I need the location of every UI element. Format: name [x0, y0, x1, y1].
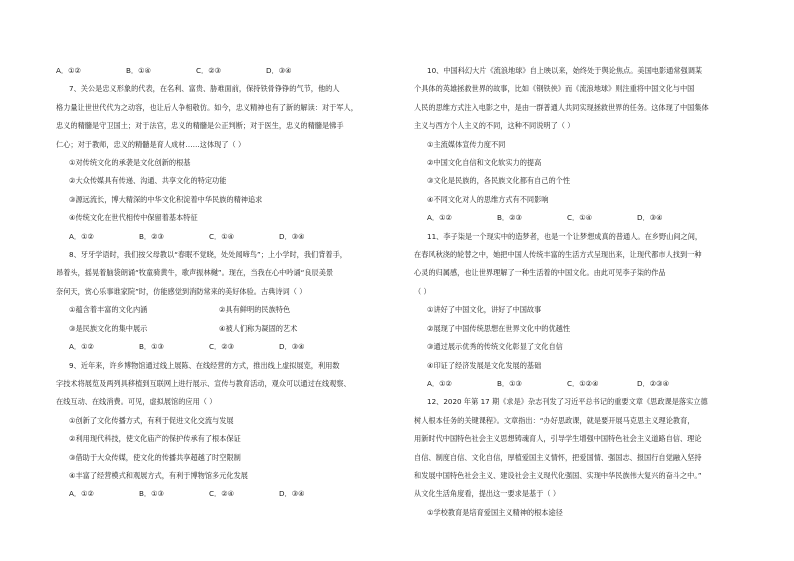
- q8-statement: ④被人们称为凝固的艺术: [219, 323, 298, 333]
- q7-stem-line: 忠义的精髓是守卫国土；对于法官，忠义的精髓是公正判断；对于医生，忠义的精髓是怫手: [56, 121, 344, 131]
- q12-stem-line: 树人根本任务的关键课程》。文章指出：“办好思政课，就是要开展马克思主义理论教育，: [414, 415, 695, 425]
- question-12: [414, 393, 760, 522]
- q8-stem-line: 昂着头，摇晃着脑袋朗诵“牧童骑黄牛，歌声振林樾”。现在，当我在心中吟诵“良辰美景: [56, 268, 334, 278]
- q7-options: [56, 228, 402, 246]
- q6-option-b[interactable]: B．①④: [126, 66, 152, 75]
- q9-stem-line: 在线互动、在线消费。可见，虚拟展馆的应用（ ）: [56, 397, 217, 407]
- q10-option-c[interactable]: C．①④: [567, 213, 593, 223]
- q7-stem-line: 7、关公是忠义形象的代表，在名利、富贵、胁难面前，保持铁骨铮铮的气节，他的人: [69, 84, 340, 94]
- q8-option-d[interactable]: D．③④: [279, 342, 305, 352]
- q7-option-d[interactable]: D．③④: [279, 231, 305, 241]
- q10-stem-line: 个具体的英雄拯救世界的故事，比如《钢铁侠》而《流浪地球》则注重将中国文化与中国: [414, 84, 695, 94]
- q8-statement: ①蕴含着丰富的文化内涵: [69, 305, 148, 315]
- q7-statement: ④传统文化在世代相传中保留着基本特征: [69, 213, 198, 223]
- q12-stem-line: 从文化生活角度看，提出这一要求是基于（ ）: [414, 489, 561, 499]
- q10-statement: ①主流媒体宣传力度不同: [427, 139, 506, 149]
- q12-statement: ①学校教育是培育爱国主义精神的根本途径: [427, 507, 563, 517]
- q8-stem-line: 8、牙牙学语时，我们按父母教以“春眠不觉晓，处处闻啼鸟”；上小学时，我们背着手，: [69, 250, 347, 260]
- q9-stem-line: 9、近年来，许乡博物馆通过线上展陈、在线经营的方式，推出线上虚拟展览，利用数: [69, 360, 340, 370]
- q10-option-a[interactable]: A．①②: [427, 213, 452, 223]
- q8-statement: ②具有鲜明的民族特色: [219, 305, 291, 315]
- q7-option-b[interactable]: B．②③: [139, 231, 165, 241]
- q11-stem-line: 心灵的归属感，也让世界理解了一种生活着的中国文化。由此可见李子柒的作品: [414, 268, 666, 278]
- q8-statements-row: [56, 301, 402, 319]
- q6-option-c[interactable]: C．②③: [196, 66, 222, 75]
- q12-stem-line: 自信、制度自信、文化自信，厚植爱国主义情怀，把爱国情、强国志、报国行自觉融入坚持: [414, 452, 702, 462]
- q10-stem-line: 10、中国科幻大片《流浪地球》自上映以来，始终处于舆论焦点。美国电影通常强调某: [427, 66, 703, 75]
- q8-option-c[interactable]: C．②③: [209, 342, 235, 352]
- q9-option-b[interactable]: B．①③: [139, 489, 165, 499]
- right-column: [414, 62, 760, 522]
- q12-stem-line: 和发展中国特色社会主义、建设社会主义现代化强国、实现中华民族伟大复兴的奋斗之中。”: [414, 470, 702, 480]
- q7-statement: ①对传统文化的承袭是文化创新的根基: [69, 158, 191, 168]
- q10-statement: ②中国文化自信和文化软实力的提高: [427, 158, 542, 168]
- q8-statement: ③是民族文化的集中展示: [69, 323, 148, 333]
- q11-statement: ①讲好了中国文化，讲好了中国故事: [427, 305, 542, 315]
- q10-statement: ④不同文化对人的思维方式有不同影响: [427, 194, 549, 204]
- q10-option-d[interactable]: D．③④: [637, 213, 663, 223]
- q7-stem-line: 仁心；对于教师，忠义的精髓是育人成材……这体现了（ ）: [56, 139, 246, 149]
- question-11: [414, 228, 760, 394]
- q10-options: [414, 209, 760, 227]
- q11-option-c[interactable]: C．①②④: [567, 378, 599, 388]
- left-column: [56, 62, 402, 504]
- q9-option-d[interactable]: D．③④: [279, 489, 305, 499]
- q8-stem-line: 奈何天，赏心乐事谁家院”时，仿能感觉到消防常来的美好体验。古典诗词（ ）: [56, 286, 307, 296]
- q11-options: [414, 375, 760, 393]
- q11-option-d[interactable]: D．②③④: [637, 378, 670, 388]
- q11-stem-line: 11、李子柒是一个现实中的造梦者，也是一个让梦想成真的普通人。在乡野山间之间，: [427, 231, 703, 241]
- q12-stem-line: 12、2020 年第 17 期《求是》杂志刊发了习近平总书记的重要文章《思政课是落实立德: [427, 397, 708, 407]
- q7-statement: ②大众传媒具有传递、沟通、共享文化的特定功能: [69, 176, 227, 186]
- q11-statement: ③通过展示优秀的传统文化彰显了文化自信: [427, 342, 563, 352]
- q10-option-b[interactable]: B．②③: [497, 213, 523, 223]
- q11-option-a[interactable]: A．①②: [427, 378, 452, 388]
- q6-option-d[interactable]: D．③④: [266, 66, 292, 75]
- q7-stem-line: 格力量让世世代代为之动容，也让后人争相敬仿。如今，忠义精神也有了新的解读：对于军人，: [56, 102, 358, 112]
- q11-stem-line: 在春风秋浇的轮替之中，她把中国人传统丰富的生活方式呈现出来，让现代都市人找到一种: [414, 250, 702, 260]
- q7-statement: ③源远流长，博大精深的中华文化积淀着中华民族的精神追求: [69, 194, 263, 204]
- q10-statement: ③文化是民族的，各民族文化都有自己的个性: [427, 176, 571, 186]
- q12-stem-line: 用新时代中国特色社会主义思想铸魂育人，引导学生增强中国特色社会主义道路自信、理论: [414, 434, 702, 444]
- question-9: [56, 357, 402, 504]
- q10-stem-line: 主义与西方个人主义的不同，这种不同说明了（ ）: [414, 121, 575, 131]
- q7-option-a[interactable]: A．①②: [69, 231, 94, 241]
- q11-statement: ②展现了中国传统思想在世界文化中的优越性: [427, 323, 571, 333]
- q8-option-a[interactable]: A．①②: [69, 342, 94, 352]
- question-8: [56, 246, 402, 356]
- q9-statement: ④丰富了经营模式和观展方式，有利于博物馆多元化发展: [69, 470, 248, 480]
- q11-option-b[interactable]: B．①③: [497, 378, 523, 388]
- q8-statements-row: [56, 320, 402, 338]
- q9-options: [56, 485, 402, 503]
- q9-option-c[interactable]: C．②④: [209, 489, 235, 499]
- q9-stem-line: 字技术将展览及两列具移植到互联网上进行展示、宣传与教育活动，观众可以通过在线观察、: [56, 378, 351, 388]
- q11-stem-line: （ ）: [414, 286, 431, 296]
- question-7: [56, 80, 402, 246]
- q9-statement: ③借助于大众传媒，使文化的传播共享超越了时空限制: [69, 452, 241, 462]
- q6-options: [56, 62, 402, 80]
- q8-option-b[interactable]: B．①③: [139, 342, 165, 352]
- q7-option-c[interactable]: C．①④: [209, 231, 235, 241]
- q6-option-a[interactable]: A．①②: [56, 66, 81, 75]
- q9-statement: ①创新了文化传播方式，有利于促进文化交流与发展: [69, 415, 234, 425]
- q10-stem-line: 人民的思维方式注入电影之中，是由一群普通人共同实现拯救世界的任务。这体现了中国集体: [414, 102, 709, 112]
- q9-statement: ②利用现代科技，使文化庙产的保护传承有了根本保证: [69, 434, 241, 444]
- q8-options: [56, 338, 402, 356]
- question-10: [414, 62, 760, 228]
- q11-statement: ④印证了经济发展是文化发展的基础: [427, 360, 542, 370]
- q9-option-a[interactable]: A．①②: [69, 489, 94, 499]
